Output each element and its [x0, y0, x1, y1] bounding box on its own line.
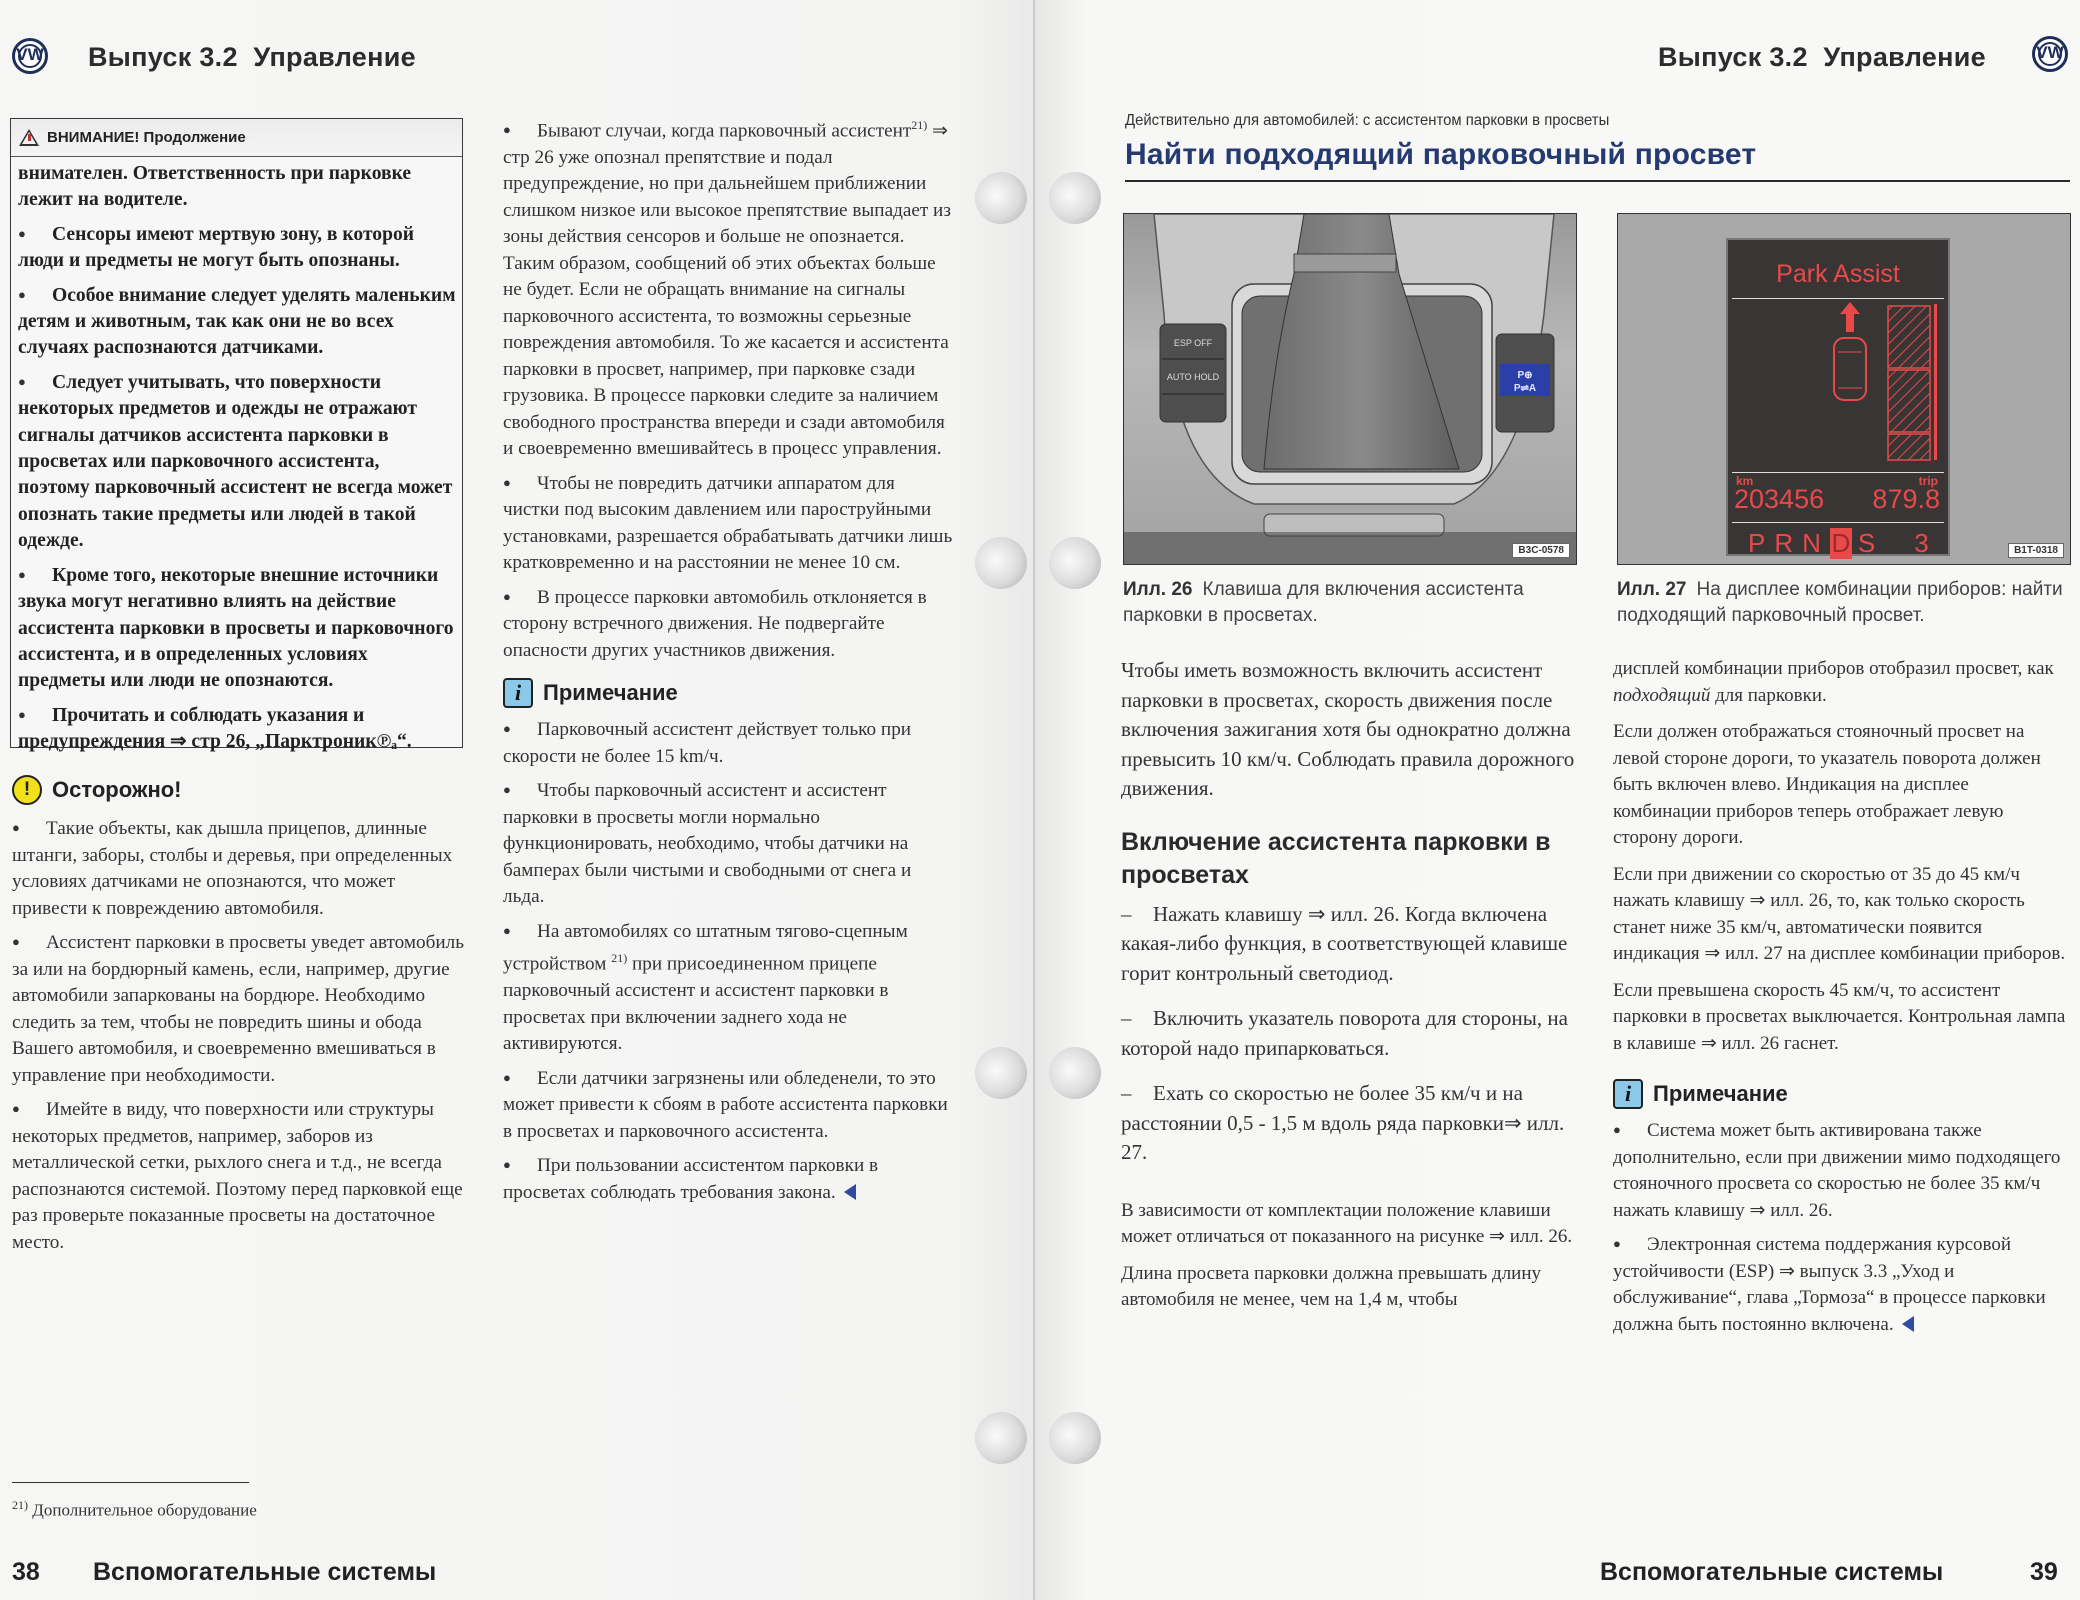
- subheading: Включение ассистента парковки в просветах: [1121, 827, 1551, 889]
- note-item-text: Система может быть активирована также дополнительно, если при движении мимо подходящего стояночного просвета со скоростью не более 35 км/ч нажать клавишу ⇒ илл. 26.: [1613, 1120, 2061, 1221]
- warning-item-text: Следует учитывать, что поверхности некоторых предметов и одежды не отражают сигналы датчиков ассистента парковки в просветах или парковочного ассистента, поэтому парковочный ассистент не всегда может опознать такие предметы или людей в такой одежде.: [18, 371, 453, 552]
- paragraph: В зависимости от комплектации положение клавиши может отличаться от показанного на рисунке ⇒ илл. 26.: [1121, 1199, 1573, 1247]
- parked-car-block: [1888, 370, 1930, 432]
- paragraph: Если должен отображаться стояночный просвет на левой стороне дороги, то указатель поворота должен быть включен влево. Индикация на дисплее комбинации приборов теперь отображает левую сторону дороги.: [1613, 721, 2041, 848]
- warning-triangle-icon: [19, 129, 39, 146]
- figure-label: Илл. 27: [1617, 579, 1687, 600]
- binding-hole: [1049, 537, 1101, 589]
- figure-label: Илл. 26: [1123, 579, 1193, 600]
- note-item: [503, 777, 955, 911]
- note-title: Примечание: [1653, 1081, 1788, 1106]
- paragraph-text: для парковки.: [1710, 684, 1827, 706]
- step-item: [1121, 900, 1576, 989]
- warning-item: [18, 369, 456, 555]
- gear-console-illustration: [1124, 214, 1577, 565]
- note-item-text: Если датчики загрязнены или обледенели, то это может привести к сбоям в работе ассистента парковки в просветах и парковочного ассистента.: [503, 1067, 948, 1142]
- caution-item-text: Ассистент парковки в просветы уведет автомобиль за или на бордюрный камень, если, например, другие автомобили запаркованы на бордюре. Необходимо следить за тем, чтобы не повредить шины и обода Вашего автомобиля, и своевременно вмешиваться в управление при необходимости.: [12, 932, 464, 1086]
- note-item-text: При пользовании ассистентом парковки в просветах соблюдать требования закона.: [503, 1155, 879, 1203]
- display-divider: [1732, 298, 1944, 299]
- figure-26-caption: [1123, 577, 1583, 629]
- park-assist-label: P⇌A: [1513, 383, 1537, 394]
- footnote-ref[interactable]: 21): [611, 951, 628, 966]
- caution-title: Осторожно!: [52, 777, 182, 802]
- trip-value: 879.8: [1872, 484, 1940, 514]
- binding-hole: [975, 1412, 1027, 1464]
- column-item-text: Бывают случаи, когда парковочный ассистент: [537, 120, 912, 142]
- binding-hole: [1049, 1412, 1101, 1464]
- caution-exclamation-icon: !: [12, 775, 42, 805]
- paragraph: Если превышена скорость 45 км/ч, то ассистент парковки в просветах выключается. Контрольная лампа в клавише ⇒ илл. 26 гаснет.: [1613, 979, 2066, 1054]
- curb-line: [1934, 304, 1937, 460]
- figure-27-caption: [1617, 577, 2077, 629]
- display-divider: [1732, 522, 1944, 523]
- note-item-text: Чтобы парковочный ассистент и ассистент парковки в просветы могли нормально функционировать, необходимо, чтобы датчики на бамперах были чистыми и свободными от снега и льда.: [503, 780, 912, 908]
- caption-text: На дисплее комбинации приборов: найти подходящий парковочный просвет.: [1617, 579, 2063, 626]
- warning-item: [18, 702, 456, 756]
- warning-body: [11, 157, 462, 756]
- footnote-mark: 21): [12, 1498, 28, 1512]
- note-item-text: при присоединенном прицепе парковочный ассистент и ассистент парковки в просветах при включении заднего хода не активируются.: [503, 953, 889, 1055]
- warning-paragraph: внимателен. Ответственность при парковке лежит на водителе.: [18, 163, 412, 211]
- warning-item: [18, 221, 456, 275]
- warning-item-text: Сенсоры имеют мертвую зону, в которой люди и предметы не могут быть опознаны.: [18, 223, 415, 272]
- column-item: [503, 112, 955, 463]
- warning-item: [18, 282, 456, 362]
- caution-item: [12, 815, 464, 922]
- binding-hole: [1049, 1047, 1101, 1099]
- footer-section: Вспомогательные системы: [1600, 1558, 1944, 1586]
- caption-text: Клавиша для включения ассистента парковки в просветах.: [1123, 579, 1524, 626]
- figure-26-gear-console: [1123, 213, 1577, 565]
- forward-arrow-icon: [1840, 302, 1860, 332]
- binding-hole: [975, 172, 1027, 224]
- info-icon: i: [503, 678, 533, 708]
- paragraph: [1613, 656, 2071, 709]
- column-item-text: ⇒ стр 26 уже опознал препятствие и подал предупреждение, но при дальнейшем приближении слишком низкое или высокое препятствие выпадает из зоны действия сенсоров и больше не опознается. Таким образом, сообщений об этих объектах больше не будет. Если не обращать внимание на сигналы парковочного ассистента, то возможны серьезные повреждения автомобиля. То же касается и ассистента парковки в просвет, например, при парковке сзади грузовика. В процессе парковки следите за наличием свободного пространства впереди и сзади автомобиля и своевременно вмешивайтесь в процесс управления.: [503, 120, 951, 460]
- left-page-column-2: [503, 112, 955, 1213]
- note-item-text: Парковочный ассистент действует только при скорости не более 15 km/ч.: [503, 719, 912, 767]
- column-item-text: Чтобы не повредить датчики аппаратом для чистки под высоким давлением или пароструйными установками, разрешается обрабатывать датчики лишь кратковременно и на расстоянии не менее 10 см.: [503, 472, 953, 574]
- gear-boot-ring: [1294, 254, 1396, 272]
- caution-list: [12, 815, 464, 1263]
- page-number: 39: [2030, 1558, 2058, 1586]
- gear-number: 3: [1914, 528, 1938, 558]
- footer-section: Вспомогательные системы: [93, 1558, 437, 1586]
- park-button-label: P⊕: [1517, 370, 1533, 381]
- trip-label: trip: [1918, 474, 1938, 488]
- footnote-divider: [12, 1482, 249, 1483]
- esp-off-label: ESP OFF: [1173, 338, 1213, 348]
- note-item: [503, 918, 955, 1058]
- step-item: [1121, 1004, 1576, 1063]
- right-page-column-1: [1121, 656, 1576, 1321]
- warning-box: [10, 118, 463, 753]
- vw-logo-icon: [12, 38, 48, 74]
- warning-item-text: Особое внимание следует уделять маленьким детям и животным, так как они не во всех случаях распознаются датчиками.: [18, 284, 456, 359]
- caution-item: [12, 929, 464, 1089]
- parked-car-block: [1888, 434, 1930, 460]
- own-car-icon: [1834, 338, 1866, 400]
- step-item: [1121, 1079, 1576, 1168]
- binding-hole: [975, 1047, 1027, 1099]
- note-heading: [503, 678, 955, 708]
- parking-gap-graphic: [1828, 302, 1948, 464]
- step-text: Нажать клавишу ⇒ илл. 26. Когда включена какая-либо функция, в соответствующей клавише горит контрольный светодиод.: [1121, 901, 1568, 985]
- warning-item-text: Прочитать и соблюдать указания и предупреждения ⇒ стр 26, „Парктроник℗ₐ“.: [18, 704, 412, 753]
- footnote-text: Дополнительное оборудование: [32, 1500, 257, 1520]
- section-end-icon: [1902, 1316, 1914, 1332]
- validity-note: Действительно для автомобилей: с ассистентом парковки в просветы: [1125, 112, 1610, 129]
- column-item-text: В процессе парковки автомобиль отклоняется в сторону встречного движения. Не подвергайте опасности других участников движения.: [503, 586, 927, 661]
- page-header-title: Выпуск 3.2 Управление: [1658, 42, 1986, 72]
- paragraph-text: дисплей комбинации приборов отобразил просвет, как: [1613, 658, 2054, 679]
- warning-header: [11, 119, 462, 157]
- gear-n: N: [1802, 528, 1830, 558]
- note-item: [503, 716, 955, 770]
- parked-car-block: [1888, 306, 1930, 368]
- step-text: Включить указатель поворота для стороны, на которой надо припарковаться.: [1121, 1006, 1568, 1060]
- note-item-text: Электронная система поддержания курсовой устойчивости (ESP) ⇒ выпуск 3.3 „Уход и обслуживание“, глава „Тормоза“ в процессе парковки должна быть постоянно включена.: [1613, 1234, 2046, 1335]
- logo-text: VW: [2036, 43, 2064, 62]
- note-heading: [1613, 1079, 2071, 1109]
- note-item: [1613, 1231, 2071, 1338]
- paragraph: Если при движении со скоростью от 35 до 45 км/ч нажать клавишу ⇒ илл. 26, то, как только скорость станет ниже 35 км/ч, автоматически появится индикация ⇒ илл. 27 на дисплее комбинации приборов.: [1613, 863, 2066, 964]
- note-item: [503, 1152, 955, 1206]
- note-title: Примечание: [543, 680, 678, 706]
- odometer-value: 203456: [1734, 484, 1825, 514]
- caution-heading: [12, 775, 182, 805]
- instrument-display: [1726, 238, 1950, 556]
- column-item: [503, 584, 955, 665]
- info-icon: i: [1613, 1079, 1643, 1109]
- gear-s: S: [1857, 528, 1885, 558]
- caution-item-text: Имейте в виду, что поверхности или структуры некоторых предметов, например, заборов из металлической сетки, рыхлого снега и т.д., не всегда распознаются системой. Поэтому перед парковкой еще раз проверьте показанные просветы на достаточное место.: [12, 1099, 463, 1253]
- left-page: [0, 0, 1035, 1600]
- warning-title: ВНИМАНИЕ! Продолжение: [47, 129, 246, 146]
- warning-item-text: Кроме того, некоторые внешние источники звука могут негативно влиять на действие ассистента парковки в просветы и парковочного ассистента, и в определенных условиях предметы или люди не опознаются.: [18, 564, 454, 692]
- step-text: Ехать со скоростью не более 35 км/ч и на расстоянии 0,5 - 1,5 м вдоль ряда парковки⇒ илл. 27.: [1121, 1081, 1565, 1164]
- note-item-text: На автомобилях со штатным тягово-сцепным устройством: [503, 920, 908, 975]
- caution-item-text: Такие объекты, как дышла прицепов, длинные штанги, заборы, столбы и деревья, при определенных условиях датчиками не опознаются, что может привести к повреждению автомобиля.: [12, 818, 453, 919]
- paragraph: Длина просвета парковки должна превышать длину автомобиля не менее, чем на 1,4 м, чтобы: [1121, 1262, 1542, 1310]
- auto-hold-label: AUTO HOLD: [1166, 372, 1220, 382]
- intro-paragraph: Чтобы иметь возможность включить ассистент парковки в просветах, скорость движения после включения зажигания хотя бы однократно должна превысить 10 км/ч. Соблюдать правила дорожного движения.: [1121, 658, 1575, 800]
- display-divider: [1732, 472, 1944, 473]
- binding-hole: [975, 537, 1027, 589]
- figure-code: B1T-0318: [2008, 543, 2064, 558]
- logo-text: VW: [16, 45, 44, 64]
- figure-27-instrument-display: [1617, 213, 2071, 565]
- section-end-icon: [844, 1184, 856, 1200]
- binding-hole: [1049, 172, 1101, 224]
- warning-item: [18, 562, 456, 695]
- gear-d-selected: D: [1831, 528, 1851, 558]
- page-header-title: Выпуск 3.2 Управление: [88, 42, 416, 72]
- gear-p: P: [1748, 528, 1775, 558]
- section-divider: [1125, 180, 2070, 182]
- gear-indicator: [1748, 528, 1938, 559]
- emphasis: подходящий: [1613, 684, 1711, 706]
- page-number: 38: [12, 1558, 40, 1586]
- caution-item: [12, 1096, 464, 1256]
- odometer-label: km: [1736, 474, 1754, 488]
- note-item: [1613, 1117, 2071, 1224]
- section-title: Найти подходящий парковочный просвет: [1125, 138, 1757, 171]
- note-item: [503, 1065, 955, 1146]
- gear-r: R: [1774, 528, 1803, 558]
- display-title: Park Assist: [1776, 260, 1900, 288]
- column-item: [503, 470, 955, 577]
- figure-code: B3C-0578: [1512, 543, 1570, 558]
- footnote: [12, 1498, 257, 1521]
- right-page-column-2: [1613, 656, 2071, 1345]
- footnote-ref[interactable]: 21): [911, 118, 928, 132]
- vw-logo-icon: [2032, 36, 2068, 72]
